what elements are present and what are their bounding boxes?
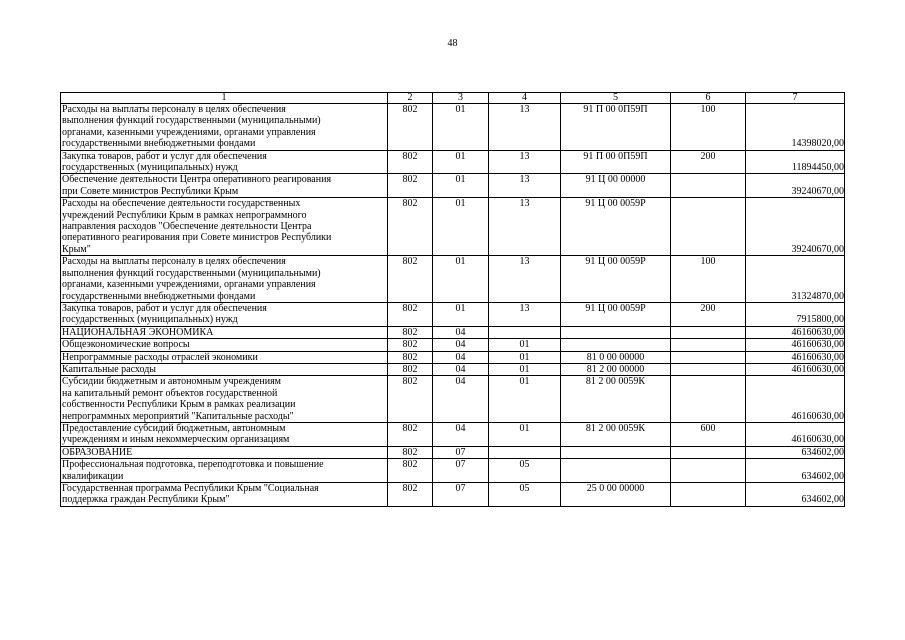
row-description: Государственная программа Республики Крым "Социальная поддержка граждан Республики Крым" [61,483,388,507]
row-amount: 634602,00 [746,459,845,483]
row-col-6: 100 [671,104,746,151]
row-col-6 [671,446,746,458]
row-description: Предоставление субсидий бюджетным, автономным учреждениям и иным некоммерческим организациям [61,422,388,446]
row-col-5: 81 2 00 0059К [561,422,671,446]
row-description: Закупка товаров, работ и услуг для обеспечения государственных (муниципальных) нужд [61,150,388,174]
row-col-6 [671,174,746,198]
row-col-5: 91 Ц 00 0059Р [561,256,671,303]
row-col-2: 802 [388,198,433,256]
row-col-4: 01 [489,376,561,423]
table-body [61,104,845,507]
header-col-7: 7 [746,93,845,104]
row-col-5 [561,446,671,458]
row-col-6 [671,198,746,256]
budget-table [60,92,845,507]
row-amount: 46160630,00 [746,339,845,351]
table-row [61,459,845,483]
table-row [61,326,845,338]
row-description: ОБРАЗОВАНИЕ [61,446,388,458]
row-amount: 39240670,00 [746,174,845,198]
row-amount: 634602,00 [746,483,845,507]
row-description: Непрограммные расходы отраслей экономики [61,351,388,363]
row-description: Профессиональная подготовка, переподготовка и повышение квалификации [61,459,388,483]
row-col-3: 04 [433,422,489,446]
row-col-5: 81 2 00 00000 [561,363,671,375]
row-description: Расходы на выплаты персоналу в целях обеспечения выполнения функций государственными (муниципальными) органами, казенными учреждениями, органами управления государственными внебюджетными фондами [61,104,388,151]
table-row [61,302,845,326]
row-col-2: 802 [388,422,433,446]
row-col-3: 01 [433,174,489,198]
row-col-2: 802 [388,376,433,423]
row-col-4 [489,326,561,338]
row-col-4: 01 [489,422,561,446]
row-col-2: 802 [388,150,433,174]
row-col-3: 01 [433,256,489,303]
row-description: Расходы на обеспечение деятельности государственных учреждений Республики Крым в рамках непрограммного направления расходов "Обеспечение деятельности Центра оперативного реагирования при Совете министров Республики Крым" [61,198,388,256]
row-col-4: 01 [489,339,561,351]
row-amount: 46160630,00 [746,351,845,363]
row-col-2: 802 [388,174,433,198]
row-col-3: 04 [433,351,489,363]
row-col-2: 802 [388,339,433,351]
header-col-6: 6 [671,93,746,104]
row-col-2: 802 [388,302,433,326]
table-row [61,446,845,458]
table-row [61,104,845,151]
row-amount: 634602,00 [746,446,845,458]
row-description: Капитальные расходы [61,363,388,375]
row-description: Субсидии бюджетным и автономным учреждениям на капитальный ремонт объектов государственной собственности Республики Крым в рамках реализации непрограммных мероприятий "Капитальные расходы" [61,376,388,423]
header-col-2: 2 [388,93,433,104]
row-col-4: 05 [489,483,561,507]
header-col-3: 3 [433,93,489,104]
row-col-6 [671,339,746,351]
row-col-5 [561,339,671,351]
row-col-2: 802 [388,104,433,151]
table-row [61,363,845,375]
row-amount: 46160630,00 [746,326,845,338]
row-col-5: 81 0 00 00000 [561,351,671,363]
row-col-4: 13 [489,150,561,174]
row-col-5: 91 Ц 00 00000 [561,174,671,198]
row-col-6 [671,326,746,338]
table-row [61,150,845,174]
table-row [61,376,845,423]
row-col-2: 802 [388,459,433,483]
table-row [61,174,845,198]
header-col-1: 1 [61,93,388,104]
row-amount: 46160630,00 [746,376,845,423]
row-col-2: 802 [388,363,433,375]
row-col-6: 200 [671,150,746,174]
row-col-5: 91 П 00 0П59П [561,150,671,174]
row-col-4: 13 [489,104,561,151]
row-col-5: 91 Ц 00 0059Р [561,302,671,326]
table-row [61,483,845,507]
row-col-3: 07 [433,483,489,507]
row-description: Расходы на выплаты персоналу в целях обеспечения выполнения функций государственными (муниципальными) органами, казенными учреждениями, органами управления государственными внебюджетными фондами [61,256,388,303]
row-amount: 39240670,00 [746,198,845,256]
row-col-5: 91 П 00 0П59П [561,104,671,151]
row-description: Закупка товаров, работ и услуг для обеспечения государственных (муниципальных) нужд [61,302,388,326]
header-col-5: 5 [561,93,671,104]
header-col-4: 4 [489,93,561,104]
row-col-3: 01 [433,198,489,256]
row-col-3: 01 [433,150,489,174]
row-col-4: 01 [489,351,561,363]
row-amount: 46160630,00 [746,422,845,446]
row-col-6: 600 [671,422,746,446]
row-col-5 [561,459,671,483]
row-col-3: 07 [433,446,489,458]
row-col-3: 07 [433,459,489,483]
row-col-6 [671,351,746,363]
row-col-4: 13 [489,256,561,303]
row-description: НАЦИОНАЛЬНАЯ ЭКОНОМИКА [61,326,388,338]
row-description: Общеэкономические вопросы [61,339,388,351]
table-row [61,256,845,303]
row-col-6 [671,459,746,483]
row-col-3: 04 [433,363,489,375]
row-col-5: 91 Ц 00 0059Р [561,198,671,256]
row-col-2: 802 [388,256,433,303]
row-col-6: 200 [671,302,746,326]
row-col-3: 01 [433,104,489,151]
page-number: 48 [447,38,458,49]
row-amount: 31324870,00 [746,256,845,303]
row-col-4 [489,446,561,458]
row-col-6 [671,363,746,375]
table-row [61,422,845,446]
row-col-3: 01 [433,302,489,326]
row-col-2: 802 [388,326,433,338]
row-col-5: 25 0 00 00000 [561,483,671,507]
row-col-3: 04 [433,326,489,338]
row-col-2: 802 [388,351,433,363]
row-description: Обеспечение деятельности Центра оперативного реагирования при Совете министров Республики Крым [61,174,388,198]
row-amount: 11894450,00 [746,150,845,174]
row-amount: 14398020,00 [746,104,845,151]
row-amount: 7915800,00 [746,302,845,326]
row-col-4: 13 [489,198,561,256]
row-amount: 46160630,00 [746,363,845,375]
table-row [61,198,845,256]
row-col-6: 100 [671,256,746,303]
row-col-4: 13 [489,174,561,198]
row-col-5: 81 2 00 0059К [561,376,671,423]
row-col-6 [671,483,746,507]
row-col-3: 04 [433,339,489,351]
row-col-5 [561,326,671,338]
table-row [61,351,845,363]
row-col-2: 802 [388,483,433,507]
table-row [61,339,845,351]
row-col-2: 802 [388,446,433,458]
table-header [61,93,845,104]
row-col-4: 01 [489,363,561,375]
row-col-4: 13 [489,302,561,326]
row-col-3: 04 [433,376,489,423]
header-row [61,93,845,104]
row-col-4: 05 [489,459,561,483]
row-col-6 [671,376,746,423]
